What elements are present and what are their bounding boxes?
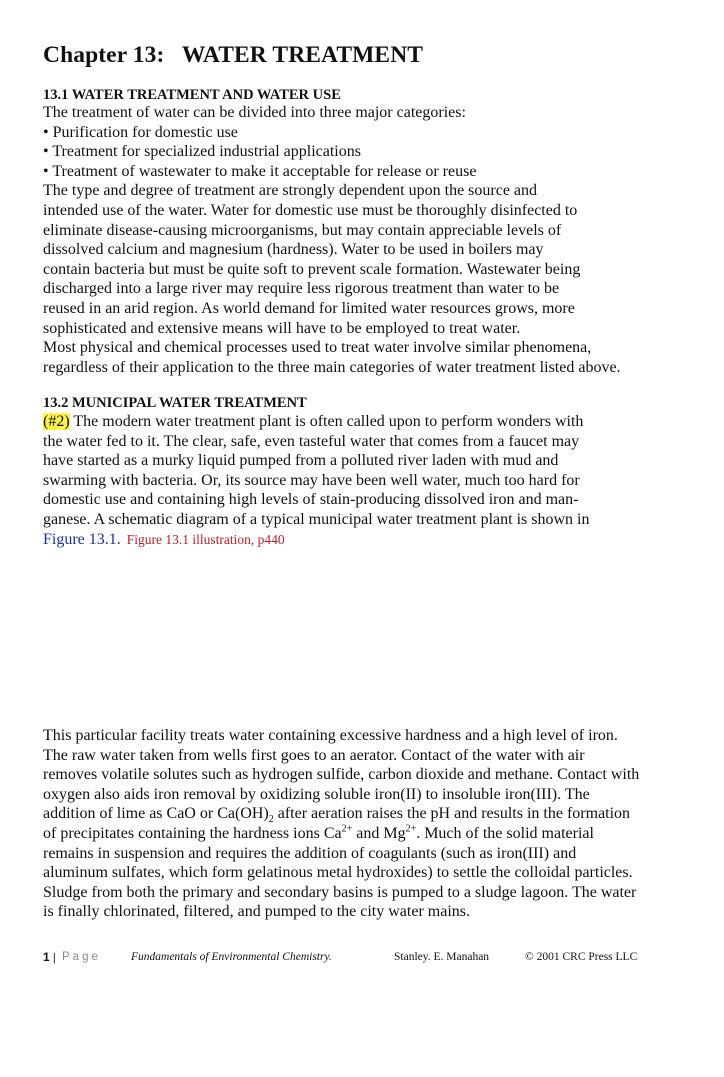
paragraph-line — [43, 804, 703, 824]
paragraph-line: discharged into a large river may require less rigorous treatment than water to be — [43, 280, 560, 298]
line-text: of precipitates containing the hardness ions Ca — [43, 824, 342, 842]
paragraph-line: is finally chlorinated, filtered, and pumped to the city water mains. — [43, 903, 470, 921]
paragraph-line: sophisticated and extensive means will have to be employed to treat water. — [43, 319, 521, 337]
section-13-2-heading: 13.2 MUNICIPAL WATER TREATMENT — [43, 395, 307, 411]
figure-placeholder-blank — [43, 562, 683, 722]
paragraph-line: The raw water taken from wells first goes to an aerator. Contact of the water with air — [43, 746, 585, 764]
paragraph-line: eliminate disease-causing microorganisms, but may contain appreciable levels of — [43, 221, 562, 239]
section-13-2-paragraph-2 — [43, 726, 703, 922]
book-title: Fundamentals of Environmental Chemistry. — [131, 951, 332, 963]
paragraph-line: Most physical and chemical processes used to treat water involve similar phenomena, — [43, 339, 592, 357]
author-name: Stanley. E. Manahan — [394, 951, 490, 963]
intro-line: The treatment of water can be divided into three major categories: — [43, 104, 466, 121]
paragraph-line: Sludge from both the primary and secondary basins is pumped to a sludge lagoon. The water — [43, 883, 637, 901]
paragraph-line: regardless of their application to the three main categories of water treatment listed above. — [43, 358, 621, 376]
section-13-2-body — [43, 412, 703, 549]
paragraph-line: swarming with bacteria. Or, its source may have been well water, much too hard for — [43, 471, 580, 489]
paragraph-line: have started as a murky liquid pumped from a polluted river laden with mud and — [43, 452, 559, 470]
figure-note: Figure 13.1 illustration, p440 — [126, 531, 285, 547]
subscript: 2 — [268, 814, 274, 826]
page-label: Page — [62, 951, 101, 963]
paragraph-line: The type and degree of treatment are strongly dependent upon the source and — [43, 182, 538, 200]
section-13-1-heading: 13.1 WATER TREATMENT AND WATER USE — [43, 87, 341, 103]
figure-reference-line — [43, 530, 703, 550]
section-13-1-body — [43, 103, 703, 377]
footer-separator: | — [53, 950, 56, 964]
line-text: after aeration raises the pH and results in the formation — [273, 805, 631, 823]
chapter-title: Chapter 13: WATER TREATMENT — [43, 42, 424, 68]
superscript: 2+ — [341, 823, 353, 835]
paragraph-line: dissolved calcium and magnesium (hardness). Water to be used in boilers may — [43, 241, 544, 259]
paragraph-line: remains in suspension and requires the addition of coagulants (such as iron(III) and — [43, 844, 577, 862]
bullet-item: • Purification for domestic use — [43, 123, 238, 141]
line-text: The modern water treatment plant is often called upon to perform wonders with — [69, 413, 584, 430]
copyright-notice: © 2001 CRC Press LLC — [525, 951, 638, 963]
line-text: addition of lime as CaO or Ca(OH) — [43, 805, 269, 823]
paragraph-line: This particular facility treats water containing excessive hardness and a high level of iron. — [43, 727, 618, 744]
paragraph-line — [43, 412, 703, 432]
paragraph-line: contain bacteria but must be quite soft to prevent scale formation. Wastewater being — [43, 260, 581, 278]
paragraph-line: domestic use and containing high levels of stain-producing dissolved iron and man- — [43, 491, 579, 509]
paragraph-line: reused in an arid region. As world demand for limited water resources grows, more — [43, 299, 575, 317]
superscript: 2+ — [405, 823, 417, 835]
paragraph-line — [43, 824, 703, 844]
paragraph-line: aluminum sulfates, which form gelatinous metal hydroxides) to settle the colloidal particles. — [43, 864, 633, 882]
bullet-item: • Treatment for specialized industrial applications — [43, 143, 361, 161]
paragraph-line: ganese. A schematic diagram of a typical municipal water treatment plant is shown in — [43, 510, 590, 528]
page-number: 1 — [43, 950, 50, 964]
bullet-item: • Treatment of wastewater to make it acceptable for release or reuse — [43, 162, 477, 180]
paragraph-line: oxygen also aids iron removal by oxidizing soluble iron(II) to insoluble iron(III). The — [43, 785, 590, 803]
figure-reference-link[interactable]: Figure 13.1. — [43, 530, 121, 548]
page-footer — [43, 949, 638, 965]
paragraph-line: the water fed to it. The clear, safe, even tasteful water that comes from a faucet may — [43, 432, 580, 450]
line-text: . Much of the solid material — [416, 824, 594, 842]
highlight-tag: (#2) — [43, 413, 70, 430]
line-text: and Mg — [352, 824, 406, 842]
paragraph-line: removes volatile solutes such as hydrogen sulfide, carbon dioxide and methane. Contact with — [43, 766, 640, 784]
paragraph-line: intended use of the water. Water for domestic use must be thoroughly disinfected to — [43, 201, 578, 219]
